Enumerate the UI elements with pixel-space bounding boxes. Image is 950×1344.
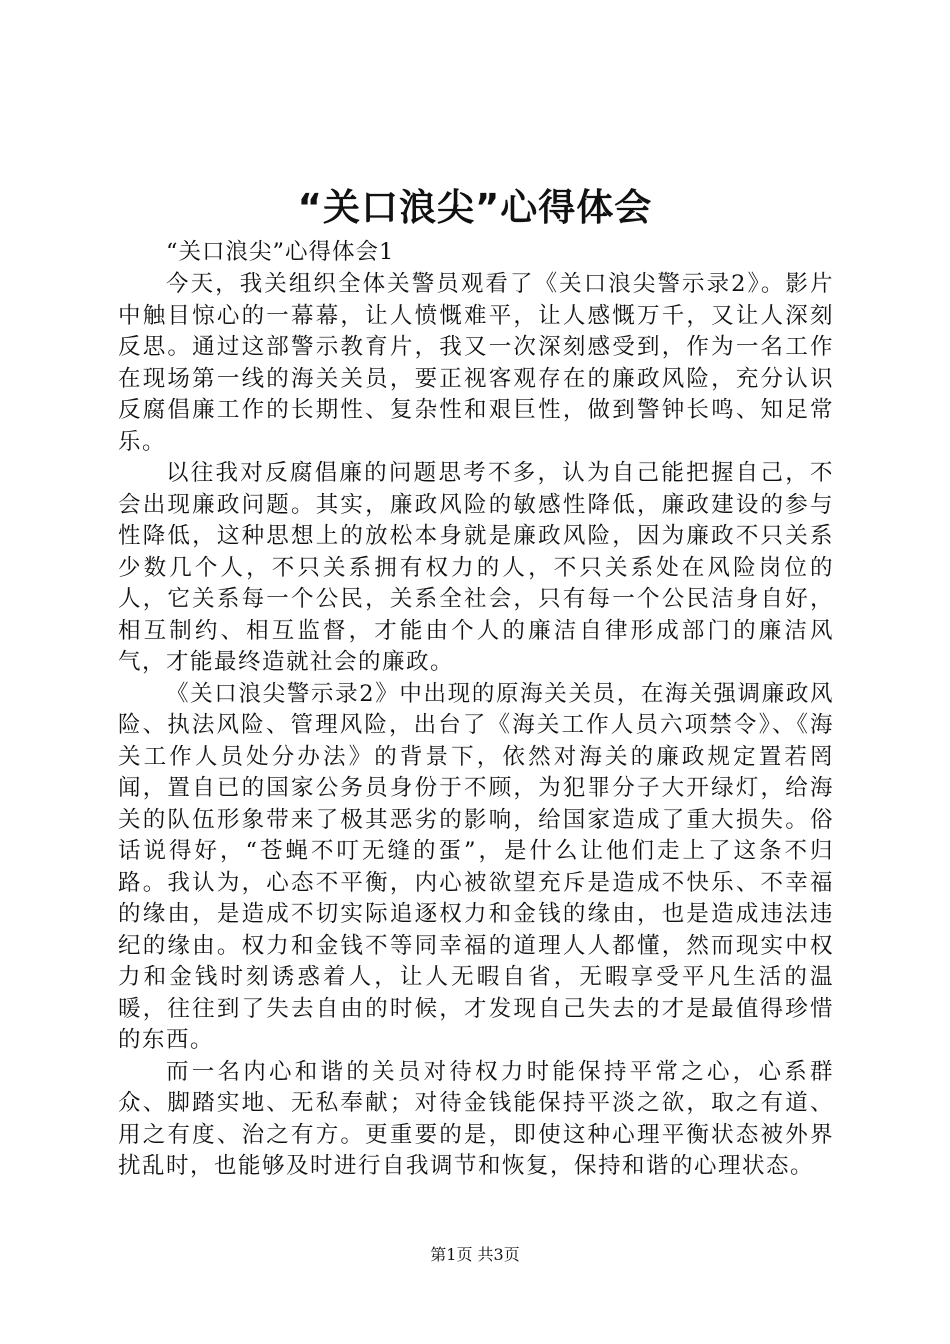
body-paragraph-3: 《关口浪尖警示录2》中出现的原海关关员，在海关强调廉政风险、执法风险、管理风险，出台了《海关工作人员六项禁令》、《海关工作人员处分办法》的背景下，依然对海关的廉政规定置若罔闻，置自已的国家公务员身份于不顾，为犯罪分子大开绿灯，给海关的队伍形象带来了极其恶劣的影响，给国家造成了重大损失。俗话说得好，“苍蝇不叮无缝的蛋”，是什么让他们走上了这条不归路。我认为，心态不平衡，内心被欲望充斥是造成不快乐、不幸福的缘由，是造成不切实际追逐权力和金钱的缘由，也是造成违法违纪的缘由。权力和金钱不等同幸福的道理人人都懂，然而现实中权力和金钱时刻诱惑着人，让人无暇自省，无暇享受平凡生活的温暖，往往到了失去自由的时候，才发现自己失去的才是最值得珍惜的东西。 bbox=[118, 680, 834, 1053]
body-paragraph-1: 今天，我关组织全体关警员观看了《关口浪尖警示录2》。影片中触目惊心的一幕幕，让人愤慨难平，让人感慨万千，又让人深刻反思。通过这部警示教育片，我又一次深刻感受到，作为一名工作在现场第一线的海关关员，要正视客观存在的廉政风险，充分认识反腐倡廉工作的长期性、复杂性和艰巨性，做到警钟长鸣、知足常乐。 bbox=[118, 271, 834, 455]
page-footer: 第1页 共3页 bbox=[430, 1245, 520, 1264]
section-subheading: “关口浪尖”心得体会1 bbox=[166, 239, 395, 265]
body-paragraph-2: 以往我对反腐倡廉的问题思考不多，认为自己能把握自己，不会出现廉政问题。其实，廉政风险的敏感性降低，廉政建设的参与性降低，这种思想上的放松本身就是廉政风险，因为廉政不只关系少数几个人，不只关系拥有权力的人，不只关系处在风险岗位的人，它关系每一个公民，关系全社会，只有每一个公民洁身自好，相互制约、相互监督，才能由个人的廉洁自律形成部门的廉洁风气，才能最终造就社会的廉政。 bbox=[118, 460, 834, 675]
document-title: “关口浪尖”心得体会 bbox=[297, 186, 653, 229]
document-body bbox=[118, 236, 834, 1183]
body-paragraph-4: 而一名内心和谐的关员对待权力时能保持平常之心，心系群众、脚踏实地、无私奉献；对待金钱能保持平淡之欲，取之有道、用之有度、治之有方。更重要的是，即使这种心理平衡状态被外界扰乱时，也能够及时进行自我调节和恢复，保持和谐的心理状态。 bbox=[118, 1058, 834, 1179]
